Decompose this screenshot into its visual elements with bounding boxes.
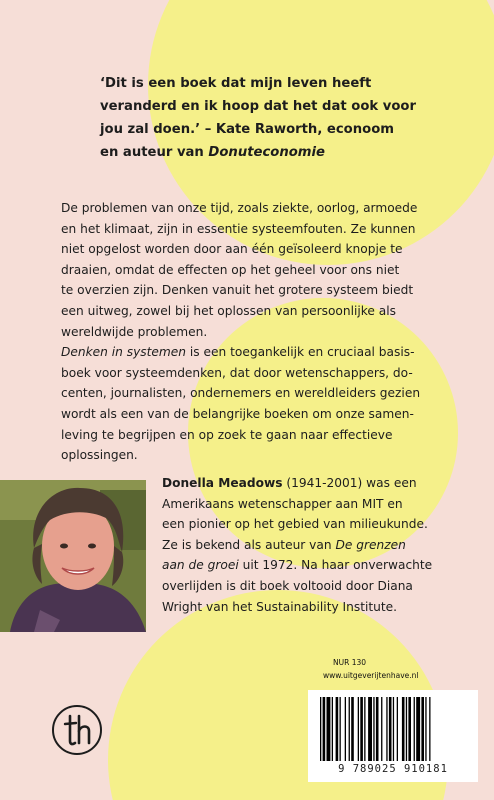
quote-line: ‘Dit is een boek dat mijn leven heeft: [100, 76, 372, 91]
publisher-th-logo-icon: [52, 705, 102, 755]
description-paragraph-1: [61, 198, 481, 342]
quote-line: veranderd en ik hoop dat het dat ook voor: [100, 99, 416, 114]
book-title-inline: De grenzen: [335, 537, 406, 552]
book-title-inline: aan de groei: [162, 558, 239, 573]
quote-line: jou zal doen.’ – Kate Raworth, econoom: [100, 122, 394, 137]
text-line: een uitweg, zowel bij het oplossen van persoonlijke als: [61, 303, 396, 318]
author-name: Donella Meadows: [162, 476, 283, 490]
endorsement-quote: [100, 72, 480, 164]
text-line: overlijden is dit boek voltooid door Diana: [162, 578, 413, 593]
text-line: oplossingen.: [61, 448, 138, 463]
text-line: en het klimaat, zijn in essentie systeemfouten. Ze kunnen: [61, 221, 416, 236]
text-line: centen, journalisten, ondernemers en wereldleiders gezien: [61, 386, 421, 401]
publisher-website: www.uitgeverijtenhave.nl: [323, 671, 419, 680]
quote-line: [100, 141, 480, 164]
author-portrait-illustration: [0, 480, 146, 632]
text-line: uit 1972. Na haar onverwachte: [238, 558, 433, 573]
text-line: wordt als een van de belangrijke boeken om onze samen-: [61, 406, 414, 421]
isbn-barcode: [308, 690, 478, 782]
author-photo: [0, 480, 146, 632]
text-line: leving te begrijpen en op zoek te gaan naar effectieve: [61, 427, 393, 442]
text-line: Amerikaans wetenschapper aan MIT en: [162, 496, 403, 511]
text-line: (1941-2001) was een: [282, 476, 417, 490]
book-description: [61, 198, 481, 466]
description-paragraph-2: [61, 342, 481, 466]
text-line: De problemen van onze tijd, zoals ziekte, oorlog, armoede: [61, 201, 418, 215]
book-title-inline: Denken in systemen: [61, 345, 187, 360]
text-line: Wright van het Sustainability Institute.: [162, 599, 398, 614]
text-line: Ze is bekend als auteur van: [162, 537, 336, 552]
quote-book-title: Donuteconomie: [208, 145, 325, 160]
nur-code: NUR 130: [333, 658, 367, 667]
text-line: is een toegankelijk en cruciaal basis-: [186, 345, 415, 360]
isbn-number: 9 789025 910181: [338, 763, 448, 775]
text-line: wereldwijde problemen.: [61, 324, 208, 339]
barcode-bars: [320, 697, 466, 761]
text-line: niet opgelost worden door aan één geïsoleerd knopje te: [61, 242, 403, 257]
author-bio: [162, 473, 484, 617]
th-logo-mark: [54, 707, 100, 753]
text-line: een pionier op het gebied van milieukunde.: [162, 517, 428, 532]
text-line: boek voor systeemdenken, dat door wetenschappers, do-: [61, 365, 413, 380]
text-line: draaien, omdat de effecten op het geheel voor ons niet: [61, 262, 400, 277]
text-line: te overzien zijn. Denken vanuit het grotere systeem biedt: [61, 283, 414, 298]
quote-line-text: en auteur van: [100, 145, 209, 160]
